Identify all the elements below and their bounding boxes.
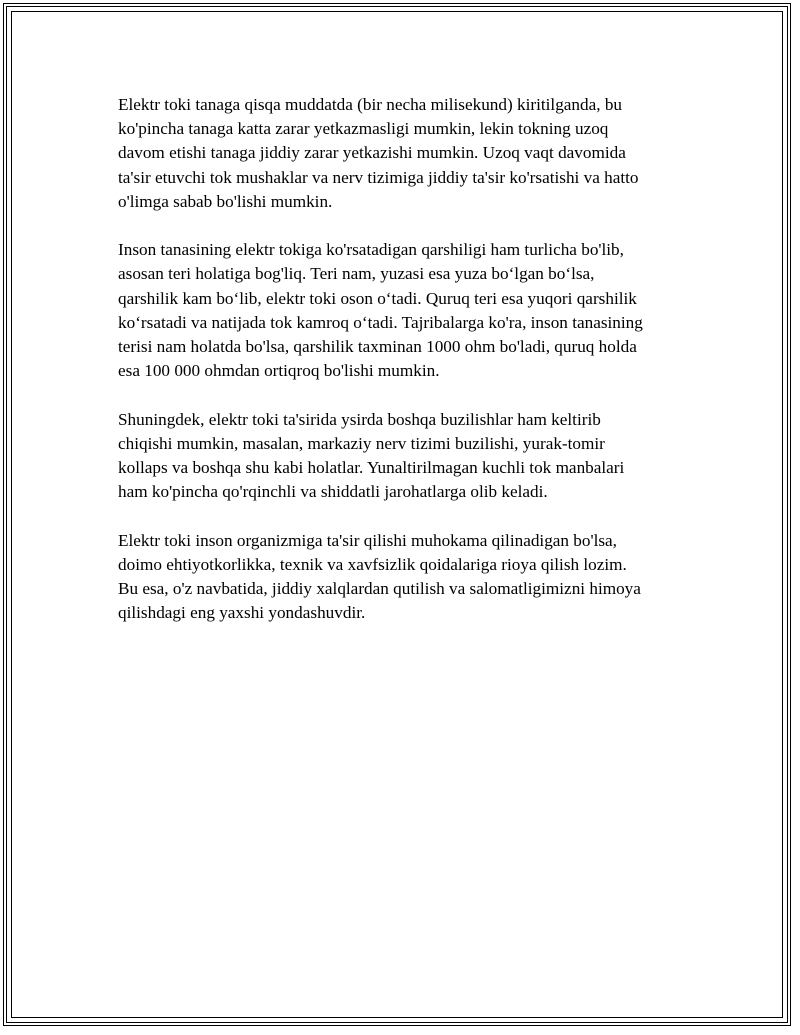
text-line: davom etishi tanaga jiddiy zarar yetkazishi mumkin. Uzoq vaqt davomida	[118, 143, 626, 163]
text-line: qarshilik kam bo‘lib, elektr toki oson o‘tadi. Quruq teri esa yuqori qarshilik	[118, 288, 637, 308]
paragraph-3	[118, 408, 693, 505]
text-line: asosan teri holatiga bog'liq. Teri nam, yuzasi esa yuza bo‘lgan bo‘lsa,	[118, 264, 595, 284]
text-line: qilishdagi eng yaxshi yondashuvdir.	[118, 603, 366, 623]
text-line: ko'pincha tanaga katta zarar yetkazmasligi mumkin, lekin tokning uzoq	[118, 119, 609, 139]
text-line: esa 100 000 ohmdan ortiqroq bo'lishi mumkin.	[118, 361, 440, 381]
text-line: ham ko'pincha qo'rqinchli va shiddatli jarohatlarga olib keladi.	[118, 482, 548, 502]
paragraph-2	[118, 238, 693, 383]
text-line: o'limga sabab bo'lishi mumkin.	[118, 191, 333, 211]
text-line: doimo ehtiyotkorlikka, texnik va xavfsizlik qoidalariga rioya qilish lozim.	[118, 554, 627, 574]
text-line: Elektr toki tanaga qisqa muddatda (bir necha milisekund) kiritilganda, bu	[118, 95, 623, 114]
document-body	[118, 93, 693, 650]
paragraph-4	[118, 529, 693, 626]
text-line: Elektr toki inson organizmiga ta'sir qilishi muhokama qilinadigan bo'lsa,	[118, 530, 617, 550]
text-line: Bu esa, o'z navbatida, jiddiy xalqlardan qutilish va salomatligimizni himoya	[118, 579, 641, 599]
text-line: Shuningdek, elektr toki ta'sirida ysirda boshqa buzilishlar ham keltirib	[118, 409, 601, 429]
text-line: Inson tanasining elektr tokiga ko'rsatadigan qarshiligi ham turlicha bo'lib,	[118, 240, 624, 260]
text-line: terisi nam holatda bo'lsa, qarshilik taxminan 1000 ohm bo'ladi, quruq holda	[118, 337, 637, 357]
text-line: chiqishi mumkin, masalan, markaziy nerv tizimi buzilishi, yurak-tomir	[118, 433, 605, 453]
text-line: ko‘rsatadi va natijada tok kamroq o‘tadi. Tajribalarga ko'ra, inson tanasining	[118, 312, 643, 332]
text-line: ta'sir etuvchi tok mushaklar va nerv tizimiga jiddiy ta'sir ko'rsatishi va hatto	[118, 167, 639, 187]
text-line: kollaps va boshqa shu kabi holatlar. Yunaltirilmagan kuchli tok manbalari	[118, 458, 625, 478]
paragraph-1	[118, 93, 693, 214]
